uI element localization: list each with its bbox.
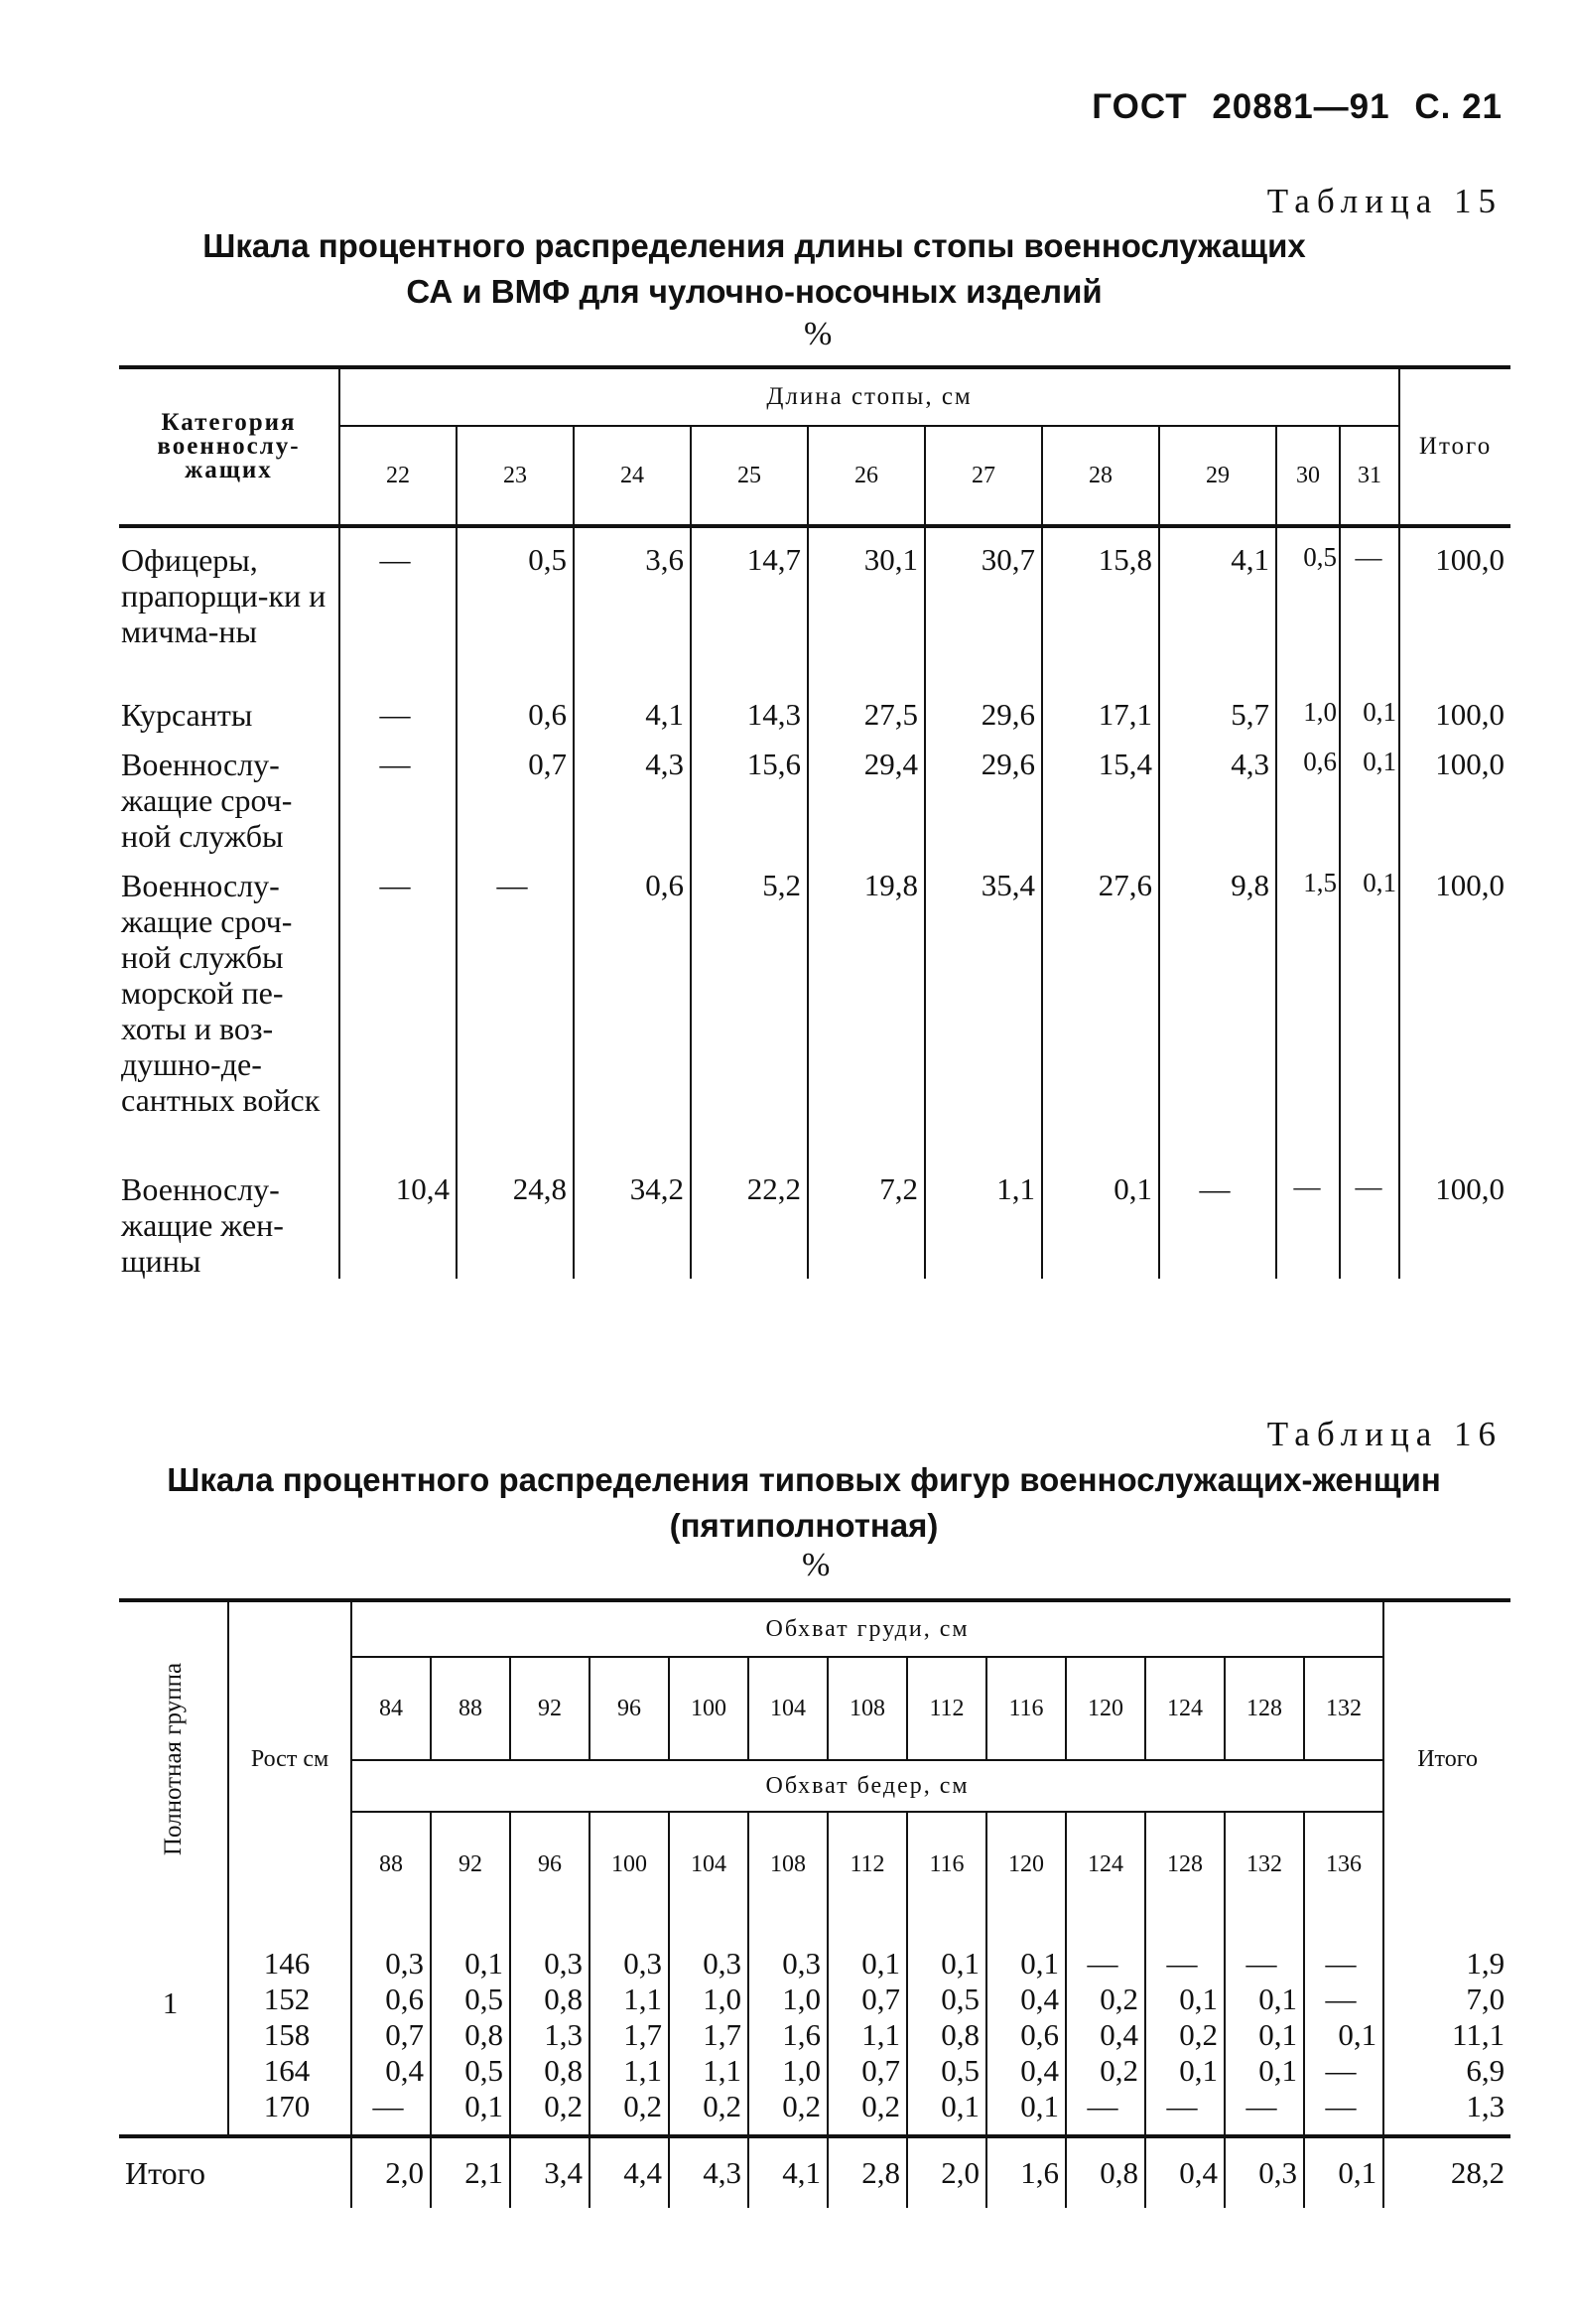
table16-cell: 0,3 [748, 1946, 828, 1982]
table16-pad-cell [431, 2124, 510, 2136]
table15-cell: 24,8 [457, 1158, 574, 1279]
table16-cell: 0,5 [907, 1982, 986, 2017]
table16-cell: 1,0 [669, 1982, 748, 2017]
table16-pad-cell [669, 2124, 748, 2136]
table16-cell: 1,1 [669, 2053, 748, 2089]
table15-size-28: 28 [1042, 426, 1159, 526]
table16-chest-132: 132 [1304, 1657, 1383, 1760]
table15-cell: 3,6 [574, 526, 691, 683]
table16-cell: 0,8 [510, 2053, 590, 2089]
table16-cell: 1,0 [748, 1982, 828, 2017]
table15-title-line2: СА и ВМФ для чулочно-носочных изделий [406, 273, 1103, 310]
table16-cell: 0,3 [669, 1946, 748, 1982]
table15-cell: 0,5 [1276, 526, 1340, 683]
table15-cell: 15,4 [1042, 733, 1159, 854]
table15-cell: 4,3 [1159, 733, 1276, 854]
table16-gap-cell [1304, 1916, 1383, 1946]
table16-pad-cell [986, 2124, 1066, 2136]
table16-group-header-text: Полнотная группа [159, 1662, 187, 1856]
table15-cell: 5,2 [691, 854, 808, 1158]
table15-cell: 0,5 [457, 526, 574, 683]
table16-cell: 0,7 [828, 1982, 907, 2017]
table16-gap-cell [431, 1916, 510, 1946]
table15-unit: % [804, 316, 833, 352]
table16-footer-cell: 0,1 [1304, 2136, 1383, 2208]
table-row [119, 2089, 1510, 2124]
table-row [119, 1982, 1510, 2017]
table15-category-header: Категория военнослу-жащих [157, 409, 301, 483]
table16-cell: 1,1 [590, 1982, 669, 2017]
table16-height: 152 [228, 1982, 351, 2017]
table16-pad-cell [748, 2124, 828, 2136]
table15-size-29: 29 [1159, 426, 1276, 526]
table16-gap-cell [510, 1916, 590, 1946]
table15-category: Курсанты [121, 697, 253, 733]
table15-cell: 29,6 [925, 733, 1042, 854]
table16-row-total: 1,9 [1383, 1946, 1510, 1982]
table16-cell: — [1304, 2089, 1383, 2124]
table-row [119, 2053, 1510, 2089]
table15-cell: 35,4 [925, 854, 1042, 1158]
table15-cell: 4,1 [574, 683, 691, 733]
table16-cell: 0,1 [431, 1946, 510, 1982]
page-header [1078, 87, 1503, 127]
table16-pad-cell [1383, 2124, 1510, 2136]
table16-hips-128: 128 [1145, 1812, 1225, 1916]
table16-gap-row [119, 1916, 1510, 1946]
table16-footer-cell: 0,8 [1066, 2136, 1145, 2208]
table15-cell: 27,5 [808, 683, 925, 733]
table16-chest-104: 104 [748, 1657, 828, 1760]
table16-cell: 1,0 [748, 2053, 828, 2089]
table16-gap-cell [590, 1916, 669, 1946]
table16-cell: — [1225, 1946, 1304, 1982]
table16-cell: 0,4 [986, 2053, 1066, 2089]
table15-size-23: 23 [457, 426, 574, 526]
page-number: С. 21 [1414, 87, 1503, 126]
table16-row-total: 6,9 [1383, 2053, 1510, 2089]
table16-pad-row [119, 2124, 1510, 2136]
table15-cell: 0,1 [1340, 854, 1399, 1158]
table16-cell: 0,1 [431, 2089, 510, 2124]
table16-chest-92: 92 [510, 1657, 590, 1760]
table16-gap-cell [1145, 1916, 1225, 1946]
table15-cell: 29,6 [925, 683, 1042, 733]
table16-gap-cell [669, 1916, 748, 1946]
table16-gap-cell [1383, 1916, 1510, 1946]
table16-gap-cell [828, 1916, 907, 1946]
table16-cell: — [1304, 1982, 1383, 2017]
table16-cell: 0,7 [351, 2017, 431, 2053]
table16-pad-cell [119, 2124, 228, 2136]
table16-cell: 0,3 [510, 1946, 590, 1982]
table16-cell: 0,4 [351, 2053, 431, 2089]
table15-group-header: Длина стопы, см [339, 367, 1399, 426]
table16-footer-cell: 4,1 [748, 2136, 828, 2208]
table16-cell: 0,2 [669, 2089, 748, 2124]
table16-footer-cell: 2,0 [907, 2136, 986, 2208]
table16-gap-cell [1066, 1916, 1145, 1946]
table15-cell: 1,0 [1276, 683, 1340, 733]
table16-cell: 0,1 [1304, 2017, 1383, 2053]
table16-cell: — [1304, 2053, 1383, 2089]
table16-group: 1 [162, 1985, 179, 2020]
table16-cell: 1,6 [748, 2017, 828, 2053]
table16-pad-cell [907, 2124, 986, 2136]
table15-cell: 10,4 [339, 1158, 457, 1279]
table16-cell: 0,1 [1225, 2017, 1304, 2053]
table15-cell: 0,6 [457, 683, 574, 733]
table15-cell: 29,4 [808, 733, 925, 854]
table16-chest-112: 112 [907, 1657, 986, 1760]
table16-cell: 1,7 [669, 2017, 748, 2053]
table16-cell: — [1066, 1946, 1145, 1982]
table16-title-line1: Шкала процентного распределения типовых фигур военнослужащих-женщин [167, 1461, 1441, 1498]
table16-chest-116: 116 [986, 1657, 1066, 1760]
table16-total-header: Итого [1383, 1600, 1510, 1916]
table16-pad-cell [351, 2124, 431, 2136]
table16-cell: 0,1 [1225, 1982, 1304, 2017]
table15-cell: 22,2 [691, 1158, 808, 1279]
table16-cell: 0,2 [748, 2089, 828, 2124]
table15-size-30: 30 [1276, 426, 1340, 526]
table15-cell: 27,6 [1042, 854, 1159, 1158]
table16-hips-112: 112 [828, 1812, 907, 1916]
table16-footer-cell: 2,0 [351, 2136, 431, 2208]
table15-cell: 0,1 [1340, 683, 1399, 733]
table16-cell: 1,1 [590, 2053, 669, 2089]
table16-hips-132: 132 [1225, 1812, 1304, 1916]
table16-cell: 0,8 [510, 1982, 590, 2017]
table16-chest-96: 96 [590, 1657, 669, 1760]
table16-cell: 0,4 [1066, 2017, 1145, 2053]
table15-cell: 30,1 [808, 526, 925, 683]
table15-cell: — [339, 854, 457, 1158]
table16-cell: 0,2 [510, 2089, 590, 2124]
table15-row-total: 100,0 [1399, 526, 1510, 683]
table16-footer-cell: 2,1 [431, 2136, 510, 2208]
table16-pad-cell [590, 2124, 669, 2136]
table15-cell: 7,2 [808, 1158, 925, 1279]
table16-cell: 0,3 [351, 1946, 431, 1982]
table16-footer-label: Итого [119, 2136, 351, 2208]
table16-hips-108: 108 [748, 1812, 828, 1916]
table16-footer-cell: 0,3 [1225, 2136, 1304, 2208]
table16-cell: 0,3 [590, 1946, 669, 1982]
table15-cell: 0,1 [1340, 733, 1399, 854]
table16-hips-header: Обхват бедер, см [351, 1760, 1383, 1812]
table16-cell: 0,1 [907, 2089, 986, 2124]
table15-cell: 4,1 [1159, 526, 1276, 683]
table16-footer-cell: 2,8 [828, 2136, 907, 2208]
table16-title-line2: (пятиполнотная) [669, 1507, 939, 1544]
table16-cell: 0,4 [986, 1982, 1066, 2017]
table16-cell: — [1225, 2089, 1304, 2124]
table15-size-25: 25 [691, 426, 808, 526]
table16-cell: 0,1 [1145, 2053, 1225, 2089]
table-row [119, 1946, 1510, 1982]
table15-cell: 1,1 [925, 1158, 1042, 1279]
table15-cell: 30,7 [925, 526, 1042, 683]
table16-hips-116: 116 [907, 1812, 986, 1916]
table16-hips-88: 88 [351, 1812, 431, 1916]
table16-unit: % [802, 1547, 831, 1583]
table-row [119, 1158, 1510, 1279]
table15-cell: 0,6 [1276, 733, 1340, 854]
table16-cell: — [1145, 1946, 1225, 1982]
table16 [119, 1598, 1510, 2208]
table15 [119, 365, 1510, 1279]
table16-cell: — [1145, 2089, 1225, 2124]
table16-cell: 1,7 [590, 2017, 669, 2053]
table16-title [99, 1457, 1508, 1549]
table16-pad-cell [828, 2124, 907, 2136]
table16-hips-124: 124 [1066, 1812, 1145, 1916]
table15-row-total: 100,0 [1399, 683, 1510, 733]
table16-gap-cell [1225, 1916, 1304, 1946]
table16-height: 158 [228, 2017, 351, 2053]
table16-cell: 0,8 [907, 2017, 986, 2053]
table15-cell: 14,7 [691, 526, 808, 683]
table16-height: 170 [228, 2089, 351, 2124]
table15-cell: 4,3 [574, 733, 691, 854]
table16-cell: 0,2 [1066, 1982, 1145, 2017]
table16-cell: — [351, 2089, 431, 2124]
table16-cell: 0,1 [986, 2089, 1066, 2124]
table16-gap-cell [228, 1916, 351, 1946]
table15-size-26: 26 [808, 426, 925, 526]
table16-pad-cell [228, 2124, 351, 2136]
table16-pad-cell [510, 2124, 590, 2136]
table16-cell: 0,7 [828, 2053, 907, 2089]
table15-cell: — [1340, 1158, 1399, 1279]
table-row [119, 2017, 1510, 2053]
table16-footer-cell: 3,4 [510, 2136, 590, 2208]
table16-pad-cell [1066, 2124, 1145, 2136]
table16-cell: 0,1 [1225, 2053, 1304, 2089]
table16-hips-120: 120 [986, 1812, 1066, 1916]
table16-hips-92: 92 [431, 1812, 510, 1916]
table15-category: Военнослу-жащие жен-щины [121, 1171, 284, 1279]
table16-cell: — [1304, 1946, 1383, 1982]
table15-cell: — [1159, 1158, 1276, 1279]
table16-footer-cell: 1,6 [986, 2136, 1066, 2208]
table15-cell: — [339, 526, 457, 683]
table16-gap-cell [748, 1916, 828, 1946]
table15-cell: 9,8 [1159, 854, 1276, 1158]
table15-cell: 17,1 [1042, 683, 1159, 733]
table16-cell: 0,6 [986, 2017, 1066, 2053]
table15-row-total: 100,0 [1399, 854, 1510, 1158]
table16-height: 146 [228, 1946, 351, 1982]
table15-row-total: 100,0 [1399, 1158, 1510, 1279]
table16-chest-100: 100 [669, 1657, 748, 1760]
table16-cell: 0,1 [1145, 1982, 1225, 2017]
table16-height-header: Рост см [228, 1600, 351, 1916]
table16-cell: 0,5 [907, 2053, 986, 2089]
table15-size-24: 24 [574, 426, 691, 526]
table15-label: Таблица 15 [1266, 182, 1503, 220]
table16-pad-cell [1304, 2124, 1383, 2136]
table16-cell: 0,1 [986, 1946, 1066, 1982]
table16-pad-cell [1145, 2124, 1225, 2136]
table15-size-27: 27 [925, 426, 1042, 526]
table15-cell: — [1340, 526, 1399, 683]
table15-cell: 0,6 [574, 854, 691, 1158]
table16-hips-136: 136 [1304, 1812, 1383, 1916]
table16-chest-120: 120 [1066, 1657, 1145, 1760]
table16-chest-84: 84 [351, 1657, 431, 1760]
table16-footer-cell: 4,4 [590, 2136, 669, 2208]
table15-cell: 5,7 [1159, 683, 1276, 733]
table16-cell: 0,5 [431, 2053, 510, 2089]
table15-size-31: 31 [1340, 426, 1399, 526]
table16-height: 164 [228, 2053, 351, 2089]
table16-footer-cell: 4,3 [669, 2136, 748, 2208]
table15-total-header: Итого [1399, 367, 1510, 526]
table16-cell: — [1066, 2089, 1145, 2124]
table15-cell: 34,2 [574, 1158, 691, 1279]
table16-group-header [119, 1600, 228, 1916]
table16-footer-cell: 0,4 [1145, 2136, 1225, 2208]
table15-cell: 15,6 [691, 733, 808, 854]
table16-label: Таблица 16 [1266, 1415, 1503, 1453]
table15-category: Офицеры, прапорщи-ки и мичма-ны [119, 526, 339, 683]
table15-cell: — [339, 683, 457, 733]
table15-cell: — [1276, 1158, 1340, 1279]
table16-chest-128: 128 [1225, 1657, 1304, 1760]
table16-pad-cell [1225, 2124, 1304, 2136]
table15-category: Военнослу-жащие сроч-ной службы морской пе-хоты и воз-душно-де-сантных войск [121, 868, 321, 1118]
table16-cell: 0,2 [590, 2089, 669, 2124]
table16-cell: 0,2 [1066, 2053, 1145, 2089]
standard-number: 20881—91 [1212, 87, 1390, 126]
table16-chest-header: Обхват груди, см [351, 1600, 1383, 1657]
table16-cell: 0,8 [431, 2017, 510, 2053]
table15-cell: 0,1 [1042, 1158, 1159, 1279]
table16-gap-cell [119, 1916, 228, 1946]
table16-cell: 0,1 [828, 1946, 907, 1982]
table15-title [109, 223, 1399, 315]
table-row [119, 733, 1510, 854]
table16-chest-124: 124 [1145, 1657, 1225, 1760]
table15-cell: — [457, 854, 574, 1158]
table16-cell: 0,5 [431, 1982, 510, 2017]
table15-row-total: 100,0 [1399, 733, 1510, 854]
table15-size-22: 22 [339, 426, 457, 526]
table15-title-line1: Шкала процентного распределения длины стопы военнослужащих [202, 227, 1306, 264]
table16-cell: 0,6 [351, 1982, 431, 2017]
table-row [119, 854, 1510, 1158]
table16-hips-104: 104 [669, 1812, 748, 1916]
table-row [119, 526, 1510, 683]
table15-cell: 15,8 [1042, 526, 1159, 683]
table15-cell: 14,3 [691, 683, 808, 733]
table16-footer-total: 28,2 [1383, 2136, 1510, 2208]
table15-cell: — [339, 733, 457, 854]
table16-cell: 0,2 [1145, 2017, 1225, 2053]
table16-row-total: 1,3 [1383, 2089, 1510, 2124]
table16-row-total: 7,0 [1383, 1982, 1510, 2017]
table15-cell: 0,7 [457, 733, 574, 854]
table16-gap-cell [986, 1916, 1066, 1946]
table16-cell: 1,3 [510, 2017, 590, 2053]
table16-hips-96: 96 [510, 1812, 590, 1916]
table16-gap-cell [907, 1916, 986, 1946]
table16-cell: 1,1 [828, 2017, 907, 2053]
table16-hips-100: 100 [590, 1812, 669, 1916]
table16-cell: 0,1 [907, 1946, 986, 1982]
table16-chest-88: 88 [431, 1657, 510, 1760]
table16-chest-108: 108 [828, 1657, 907, 1760]
table16-row-total: 11,1 [1383, 2017, 1510, 2053]
table16-gap-cell [351, 1916, 431, 1946]
table-row [119, 683, 1510, 733]
table15-category: Военнослу-жащие сроч-ной службы [121, 747, 293, 854]
standard-label: ГОСТ [1092, 87, 1188, 126]
table15-cell: 19,8 [808, 854, 925, 1158]
table16-cell: 0,2 [828, 2089, 907, 2124]
table15-cell: 1,5 [1276, 854, 1340, 1158]
